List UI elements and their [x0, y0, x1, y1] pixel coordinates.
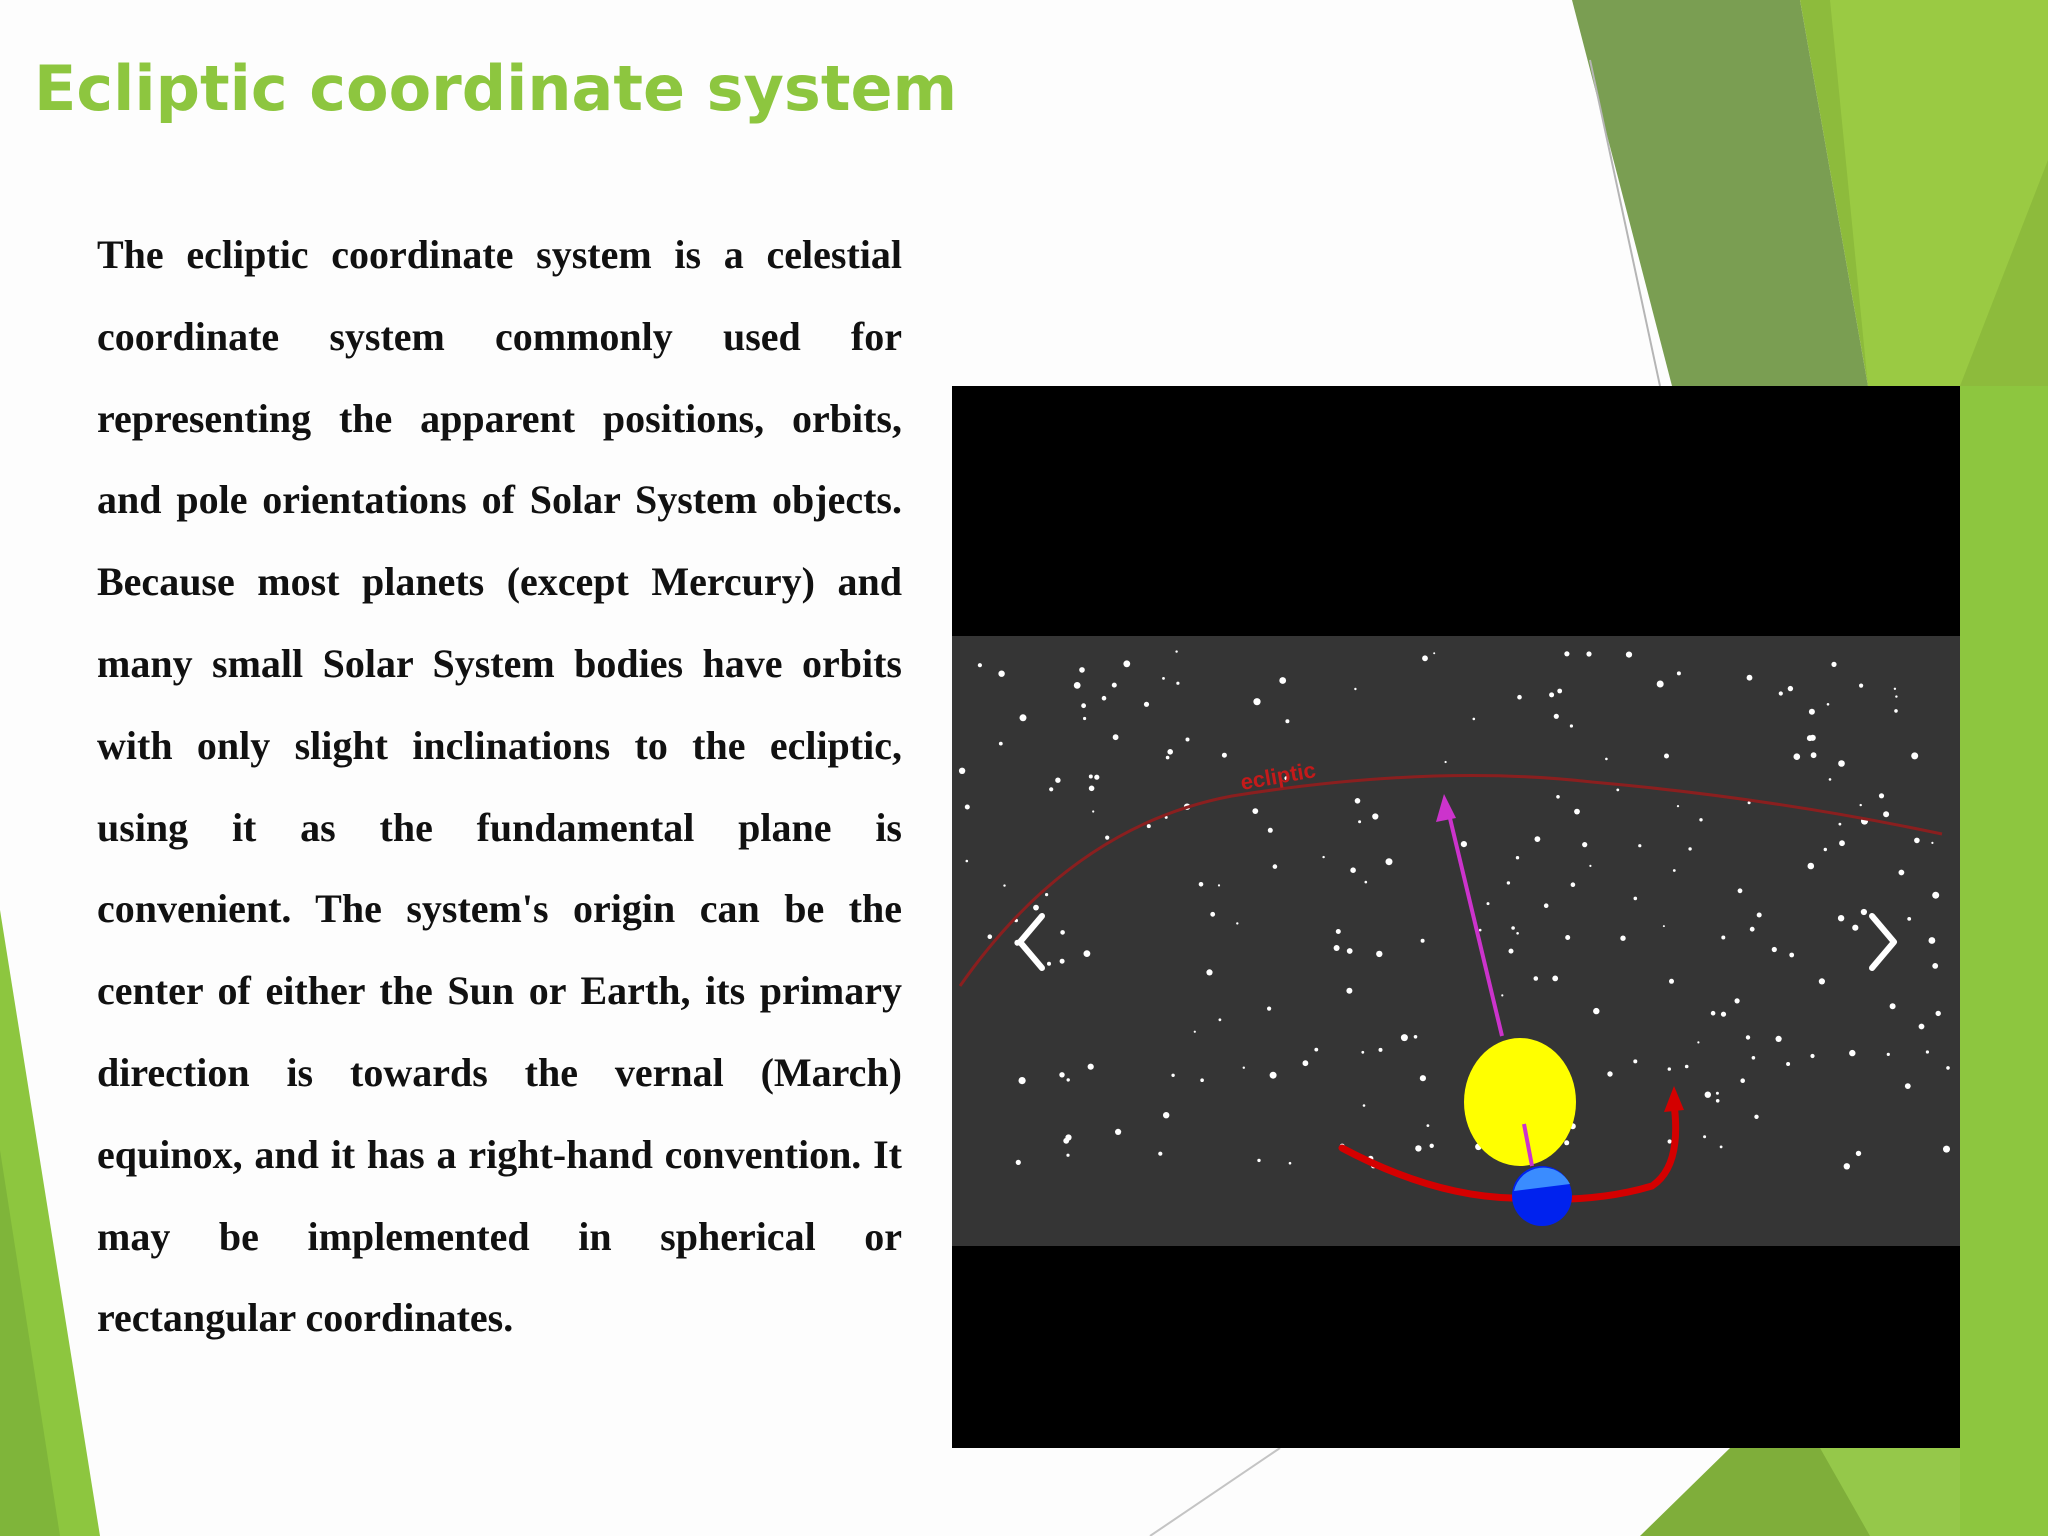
- star: [1735, 998, 1740, 1003]
- star: [1535, 836, 1541, 842]
- star: [1688, 847, 1691, 850]
- star: [1664, 754, 1669, 759]
- star: [1123, 660, 1130, 667]
- star: [1200, 1078, 1204, 1082]
- sun: [1464, 1038, 1576, 1166]
- star: [1838, 760, 1845, 767]
- star: [1757, 913, 1762, 918]
- star: [1829, 778, 1832, 781]
- star: [1346, 988, 1352, 994]
- star: [1895, 695, 1897, 697]
- star: [1273, 864, 1278, 869]
- star: [1911, 752, 1918, 759]
- star: [1479, 929, 1482, 932]
- star: [1501, 994, 1503, 996]
- star: [1932, 963, 1938, 969]
- star: [1285, 719, 1289, 723]
- star: [1347, 948, 1353, 954]
- star: [1379, 1048, 1383, 1052]
- star: [1401, 1034, 1408, 1041]
- star: [1772, 947, 1777, 952]
- star: [1414, 1035, 1418, 1039]
- star: [1144, 702, 1149, 707]
- star: [1776, 1036, 1782, 1042]
- star: [1257, 1159, 1260, 1162]
- star: [1721, 936, 1725, 940]
- star: [1899, 870, 1905, 876]
- star: [1607, 1071, 1612, 1076]
- star: [1350, 867, 1356, 873]
- star: [1810, 735, 1816, 741]
- star: [1166, 756, 1170, 760]
- star: [1322, 856, 1324, 858]
- star: [1794, 753, 1801, 760]
- star: [1861, 909, 1867, 915]
- star: [1334, 945, 1340, 951]
- star: [1932, 892, 1939, 899]
- star: [1705, 1092, 1711, 1098]
- star: [998, 671, 1004, 677]
- star: [1570, 724, 1573, 727]
- star: [1859, 684, 1863, 688]
- star: [1517, 695, 1522, 700]
- star: [999, 742, 1003, 746]
- star: [1838, 915, 1844, 921]
- star: [1839, 840, 1845, 846]
- star: [1754, 1115, 1758, 1119]
- star: [1386, 858, 1393, 865]
- star: [1081, 703, 1086, 708]
- star: [1336, 929, 1341, 934]
- star: [1819, 978, 1825, 984]
- star: [1586, 651, 1591, 656]
- star: [1589, 865, 1591, 867]
- star: [1633, 1059, 1637, 1063]
- star: [1634, 897, 1638, 901]
- star: [1552, 976, 1558, 982]
- star: [1158, 1152, 1162, 1156]
- star: [1253, 698, 1260, 705]
- star: [1303, 1060, 1309, 1066]
- star: [1860, 804, 1862, 806]
- star: [1831, 662, 1836, 667]
- star: [1811, 752, 1817, 758]
- slide-title: Ecliptic coordinate system: [34, 52, 958, 125]
- star: [1720, 1146, 1723, 1149]
- star: [1219, 1018, 1222, 1021]
- star: [1507, 881, 1510, 884]
- star: [1074, 682, 1081, 689]
- star: [1162, 677, 1165, 680]
- star: [1289, 1162, 1292, 1165]
- star: [1236, 922, 1238, 924]
- star: [1919, 1024, 1925, 1030]
- star: [1827, 703, 1830, 706]
- star: [1605, 758, 1608, 761]
- star: [1716, 1099, 1720, 1103]
- star: [1582, 842, 1587, 847]
- star: [978, 663, 982, 667]
- star: [1564, 651, 1569, 656]
- star: [1049, 787, 1053, 791]
- ecliptic-label: ecliptic: [1238, 757, 1318, 795]
- star: [1593, 1008, 1599, 1014]
- star: [1016, 1160, 1021, 1165]
- star: [1194, 1031, 1196, 1033]
- star: [1020, 714, 1027, 721]
- star: [1421, 939, 1425, 943]
- star: [1060, 959, 1065, 964]
- star: [1060, 930, 1065, 935]
- star: [1890, 1003, 1896, 1009]
- star: [1699, 818, 1702, 821]
- star: [1167, 749, 1173, 755]
- star: [1445, 761, 1447, 763]
- star: [1430, 1144, 1434, 1148]
- star: [1557, 689, 1562, 694]
- star: [1894, 688, 1896, 690]
- star: [1808, 863, 1815, 870]
- star: [1943, 1146, 1950, 1153]
- star: [1685, 1065, 1689, 1069]
- star: [1746, 1035, 1750, 1039]
- star: [1433, 652, 1435, 654]
- star: [1926, 1050, 1929, 1053]
- star: [1810, 1054, 1814, 1058]
- star: [1019, 1077, 1026, 1084]
- star: [1738, 888, 1743, 893]
- star: [1852, 925, 1858, 931]
- star: [1047, 962, 1051, 966]
- star: [1856, 1151, 1861, 1156]
- star: [1092, 810, 1094, 812]
- star: [959, 768, 965, 774]
- star: [1620, 936, 1625, 941]
- star: [966, 860, 969, 863]
- star: [1033, 905, 1039, 911]
- star: [1663, 925, 1665, 927]
- star: [1750, 927, 1755, 932]
- star: [1839, 823, 1842, 826]
- star: [1565, 935, 1570, 940]
- star: [1626, 652, 1632, 658]
- star: [1534, 976, 1539, 981]
- star: [1509, 949, 1514, 954]
- star: [1210, 912, 1215, 917]
- star: [1372, 813, 1378, 819]
- star: [1668, 1139, 1672, 1143]
- star: [1358, 820, 1361, 823]
- star: [1083, 717, 1086, 720]
- star: [1422, 655, 1428, 661]
- star: [1279, 677, 1286, 684]
- star: [1176, 682, 1179, 685]
- slide-body-text: The ecliptic coordinate system is a celestial coordinate system commonly used for representing the apparent positions, orbits, and pole orientations of Solar System objects. Because most planets (except Mercury) and many small Solar System bodies have orbits with only slight inclinations to the ecliptic, using it as the fundamental plane is convenient. The system's origin can be the center of either the Sun or Earth, its primary direction is towards the vernal (March) equinox, and it has a right-hand convention. It may be implemented in spherical or rectangular coordinates.: [97, 232, 902, 1341]
- star: [1697, 1041, 1699, 1043]
- star: [1079, 667, 1085, 673]
- star: [1067, 1078, 1070, 1081]
- star: [1844, 1163, 1850, 1169]
- star: [1089, 775, 1093, 779]
- star: [1677, 671, 1681, 675]
- star: [1779, 691, 1783, 695]
- star: [1677, 805, 1679, 807]
- star: [1252, 808, 1258, 814]
- star: [1055, 778, 1060, 783]
- star: [1544, 903, 1549, 908]
- star: [1270, 1072, 1277, 1079]
- star: [1365, 881, 1368, 884]
- star: [1314, 1048, 1318, 1052]
- star: [1516, 932, 1519, 935]
- star: [1218, 884, 1220, 886]
- star: [1089, 786, 1095, 792]
- star: [1740, 1078, 1745, 1083]
- star: [1354, 688, 1356, 690]
- star: [1669, 979, 1674, 984]
- star: [1163, 1112, 1169, 1118]
- star: [1721, 1012, 1726, 1017]
- star: [1894, 709, 1898, 713]
- star: [1786, 1062, 1790, 1066]
- star: [1657, 681, 1664, 688]
- star: [1673, 869, 1676, 872]
- star: [1084, 950, 1091, 957]
- star: [1088, 1064, 1094, 1070]
- star: [1427, 1124, 1430, 1127]
- star: [1112, 683, 1117, 688]
- star: [988, 934, 993, 939]
- star: [1113, 734, 1119, 740]
- star: [1361, 1051, 1364, 1054]
- star-field: [952, 636, 1960, 1246]
- star: [1222, 753, 1227, 758]
- star: [1554, 714, 1559, 719]
- star: [1556, 795, 1560, 799]
- star: [1102, 696, 1107, 701]
- star: [1907, 917, 1911, 921]
- star: [1511, 926, 1515, 930]
- star: [1879, 793, 1884, 798]
- star: [1574, 809, 1580, 815]
- star: [1887, 1053, 1890, 1056]
- star: [1929, 937, 1936, 944]
- star: [1199, 882, 1204, 887]
- star: [1668, 1067, 1671, 1070]
- star: [1752, 1056, 1756, 1060]
- star: [1355, 798, 1361, 804]
- star: [1066, 1154, 1069, 1157]
- star: [1883, 811, 1889, 817]
- star: [1824, 848, 1827, 851]
- star: [1711, 1011, 1716, 1016]
- star: [1849, 1050, 1855, 1056]
- star: [1946, 1066, 1950, 1070]
- star: [1268, 828, 1273, 833]
- star: [1147, 824, 1151, 828]
- star: [1105, 836, 1109, 840]
- star: [965, 805, 970, 810]
- star: [1243, 1067, 1245, 1069]
- ecliptic-figure: [952, 386, 1960, 1448]
- star: [1549, 692, 1554, 697]
- star: [1186, 738, 1190, 742]
- star: [1905, 1083, 1911, 1089]
- star: [1363, 1104, 1366, 1107]
- star: [1788, 686, 1793, 691]
- star: [1571, 882, 1576, 887]
- star: [1809, 709, 1815, 715]
- star: [1638, 844, 1641, 847]
- star: [1063, 1138, 1069, 1144]
- star: [1789, 953, 1794, 958]
- star: [1461, 841, 1467, 847]
- star: [1931, 842, 1933, 844]
- star: [1420, 1075, 1426, 1081]
- star: [1094, 775, 1099, 780]
- star: [1716, 1092, 1719, 1095]
- star: [1747, 675, 1753, 681]
- star: [1175, 650, 1177, 652]
- star: [1267, 1007, 1271, 1011]
- star: [1045, 893, 1048, 896]
- star: [1703, 1135, 1706, 1138]
- star: [1115, 1129, 1121, 1135]
- star: [1206, 969, 1212, 975]
- star: [1376, 951, 1382, 957]
- star: [1003, 884, 1005, 886]
- star: [1914, 838, 1920, 844]
- star: [1059, 1072, 1064, 1077]
- star: [1564, 1140, 1569, 1145]
- star: [1487, 902, 1490, 905]
- star: [1516, 856, 1519, 859]
- star: [1171, 1074, 1174, 1077]
- star: [1415, 1145, 1421, 1151]
- star: [1616, 789, 1619, 792]
- star: [1473, 718, 1476, 721]
- star: [1936, 1011, 1941, 1016]
